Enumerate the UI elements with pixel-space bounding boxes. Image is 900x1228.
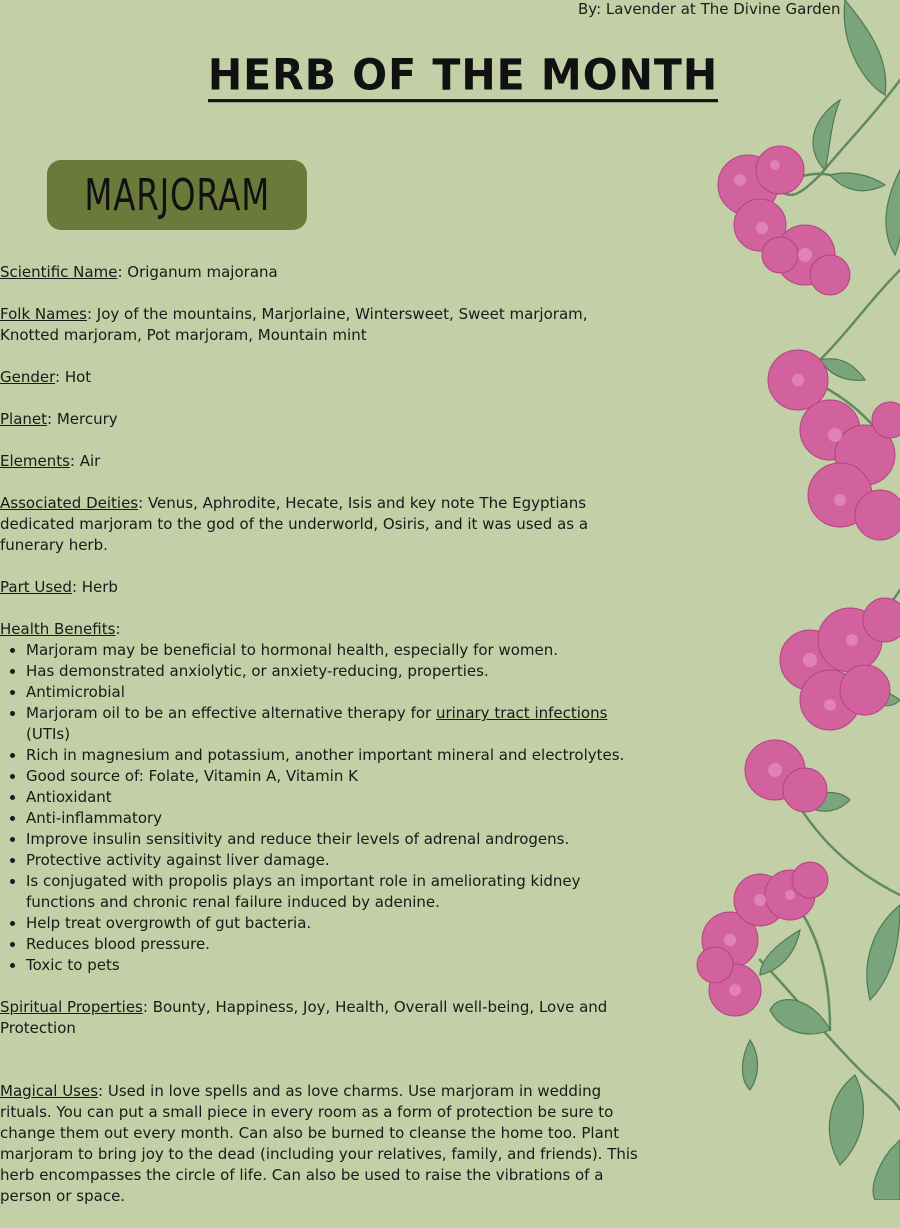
- list-item: • Toxic to pets: [26, 955, 650, 976]
- field-value: : Mercury: [47, 410, 118, 428]
- gender: [0, 367, 650, 388]
- field-label: Gender: [0, 368, 56, 386]
- field-label: Scientific Name: [0, 263, 118, 281]
- list-item-text: Marjoram oil to be an effective alternative therapy for: [26, 704, 436, 722]
- field-label: Magical Uses: [0, 1082, 99, 1100]
- health-benefits-heading: [0, 619, 650, 640]
- list-item: • Improve insulin sensitivity and reduce their levels of adrenal androgens.: [26, 829, 650, 850]
- list-item: • Rich in magnesium and potassium, another important mineral and electrolytes.: [26, 745, 650, 766]
- planet: [0, 409, 650, 430]
- field-label: Folk Names: [0, 305, 87, 323]
- list-item: • Antioxidant: [26, 787, 650, 808]
- field-value: : Joy of the mountains, Marjorlaine, Wintersweet, Sweet marjoram, Knotted marjoram, Pot marjoram, Mountain mint: [0, 305, 588, 344]
- field-value: : Hot: [55, 368, 92, 386]
- field-label: Planet: [0, 410, 48, 428]
- uti-link[interactable]: urinary tract infections: [435, 704, 608, 722]
- field-label: Spiritual Properties: [0, 998, 143, 1016]
- herb-profile: [0, 262, 650, 1228]
- list-item: • Anti-inflammatory: [26, 808, 650, 829]
- list-item: • Good source of: Folate, Vitamin A, Vitamin K: [26, 766, 650, 787]
- field-label: Health Benefits: [0, 620, 116, 638]
- list-item: • Antimicrobial: [26, 682, 650, 703]
- part-used: [0, 577, 650, 598]
- field-suffix: :: [115, 620, 121, 638]
- list-item-text: (UTIs): [26, 725, 71, 743]
- list-item: • Protective activity against liver damage.: [26, 850, 650, 871]
- herb-name-badge: [47, 160, 307, 230]
- field-value: : Air: [69, 452, 101, 470]
- page-title: HERB OF THE MONTH: [208, 51, 718, 102]
- field-value: : Herb: [71, 578, 118, 596]
- list-item: • Help treat overgrowth of gut bacteria.: [26, 913, 650, 934]
- folk-names: [0, 304, 650, 346]
- field-label: Part Used: [0, 578, 72, 596]
- list-item: [26, 703, 650, 745]
- elements: [0, 451, 650, 472]
- health-benefits: [0, 619, 650, 976]
- associated-deities: [0, 493, 650, 556]
- field-label: Associated Deities: [0, 494, 139, 512]
- list-item: • Is conjugated with propolis plays an important role in ameliorating kidney functions and chronic renal failure induced by adenine.: [26, 871, 650, 913]
- field-value: : Venus, Aphrodite, Hecate, Isis and key note The Egyptians dedicated marjoram to the god of the underworld, Osiris, and it was used as a funerary herb.: [0, 494, 589, 554]
- byline: By: Lavender at The Divine Garden: [578, 0, 841, 18]
- magical-uses: [0, 1081, 650, 1207]
- field-value: : Origanum majorana: [117, 263, 278, 281]
- field-value: : Used in love spells and as love charms. Use marjoram in wedding rituals. You can put a small piece in every room as a form of protection be sure to change them out every month. Can also be burned to cleanse the home too. Plant marjoram to bring joy to the dead (including your relatives, family, and friends). This herb encompasses the circle of life. Can also be used to raise the vibrations of a person or space.: [0, 1082, 638, 1205]
- list-item: • Marjoram may be beneficial to hormonal health, especially for women.: [26, 640, 650, 661]
- marjoram-flower-illustration: [680, 0, 900, 1200]
- spiritual-properties: [0, 997, 650, 1039]
- field-label: Elements: [0, 452, 70, 470]
- list-item: • Reduces blood pressure.: [26, 934, 650, 955]
- field-value: : Bounty, Happiness, Joy, Health, Overall well-being, Love and Protection: [0, 998, 608, 1037]
- herb-name: MARJORAM: [84, 169, 270, 221]
- benefits-list: [0, 640, 650, 976]
- scientific-name: [0, 262, 650, 283]
- list-item: • Has demonstrated anxiolytic, or anxiety-reducing, properties.: [26, 661, 650, 682]
